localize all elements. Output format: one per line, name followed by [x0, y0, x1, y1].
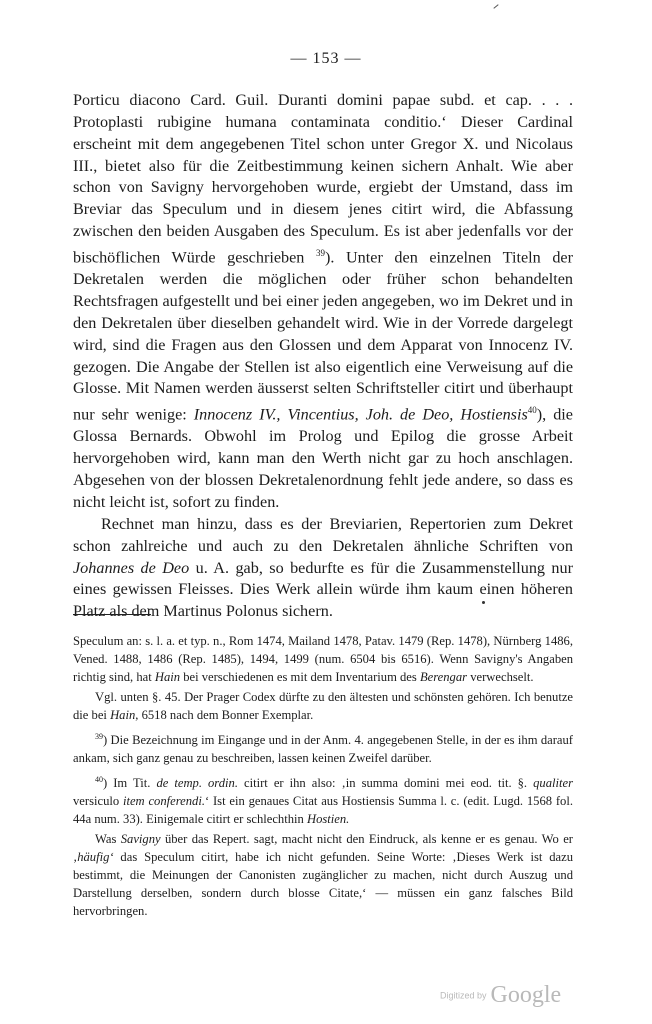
- fn41-text-b: über das Repert. sagt, macht nicht den Eindruck, als kenne er es genau. Wo er: [160, 832, 573, 847]
- fn39-label: 39: [95, 731, 103, 741]
- fn2-hain: Hain: [110, 708, 136, 723]
- p1-text-c: ), die Glossa Bernards. Obwohl im Prolog und Epilog die grosse Arbeit hervorgehoben wird, kann man den Werth nicht gar zu hoch anschlagen. Abgesehen von der blossen Dekretalenordnung fehlt jede andere, so dass es nicht leicht ist, sofort zu finden.: [73, 405, 573, 511]
- digitized-watermark: [440, 982, 580, 1009]
- fn2-text-a: Vgl. unten §. 45. Der Prager Codex dürfte zu den ältesten und schönsten gehören. Ich benutze die bei: [73, 690, 573, 723]
- fn40-text-c: versiculo: [73, 793, 123, 808]
- footnote-ref-39: 39: [315, 247, 325, 258]
- fn40-italic-3: item conferendi.: [122, 793, 205, 808]
- footnote-39: [73, 728, 573, 768]
- footnotes: [73, 633, 573, 923]
- fn1-text-c: verwechselt.: [467, 669, 534, 684]
- footnote-1: [73, 633, 573, 686]
- fn40-text-a: ) Im Tit.: [103, 775, 157, 790]
- fn41-haufig: ‚häufig‘: [73, 850, 114, 865]
- p1-text-b: ). Unter den einzelnen Titeln der Dekretalen werden die möglichen oder früher schon behandelten Rechtsfragen aufgestellt und bei einer jeden angegeben, wo im Dekret und in den Dekretalen über dieselben gehandelt wird. Wie in der Vorrede dargelegt wird, sind die Fragen aus den Glossen und dem Apparat von Innocenz IV. gezogen. Die Angabe der Stellen ist also eigentlich eine Verweisung auf die Glosse. Mit Namen werden äusserst selten Schriftsteller citirt und überhaupt nur sehr wenige:: [73, 248, 573, 424]
- footnote-41: [73, 831, 573, 920]
- fn40-italic-1: de temp. ordin.: [156, 775, 238, 790]
- footnote-2: [73, 689, 573, 725]
- p2-text-b: u. A. gab, so bedurfte es für die Zusammenstellung nur eines gewissen Fleisses. Dies Werk allein würde ihm kaum einen höheren Platz als dem Martinus Polonus sichern.: [73, 558, 573, 621]
- p1-text-a: Porticu diacono Card. Guil. Duranti domini papae subd. et cap. . . . Protoplasti rubigine humana contaminata conditio.‘ Dieser Cardinal erscheint mit dem angegebenen Titel schon unter Gregor X. und Nicolaus III., bietet also für die Zeitbestimmung keinen sichern Anhalt. Wie aber schon von Savigny hervorgehoben wurde, ergiebt der Umstand, dass im Breviar das Speculum und in diesem jenes citirt wird, die Abfassung zwischen den beiden Ausgaben des Speculum. Es ist aber jedenfalls vor der bischöflichen Würde geschrieben: [73, 91, 573, 267]
- fn40-text-d: ‘ Ist ein genaues Citat aus Hostiensis Summa l. c. (edit. Lugd. 1568 fol. 44a num. 33). Einigemale citirt er schlechthin: [73, 793, 574, 826]
- paragraph-2: [73, 514, 573, 623]
- watermark-small: Digitized by: [440, 990, 487, 1001]
- fn1-text-b: bei verschiedenen es mit dem Inventarium des: [180, 669, 420, 684]
- fn41-text-c: das Speculum citirt, habe ich nicht gefunden. Seine Worte: ‚Dieses Werk ist dazu bestimmt, die Meinungen der Canonisten zugänglicher zu machen, nicht durch Auszug und Darstellung derselben, sondern durch blosse Citate,‘ — müssen ein ganz falsches Bild hervorbringen.: [73, 850, 573, 918]
- fn40-label: 40: [95, 774, 103, 784]
- main-text: [73, 90, 573, 623]
- stray-dot: [482, 601, 485, 604]
- footnote-ref-40: 40: [527, 405, 537, 416]
- fn40-italic-4: Hostien.: [306, 811, 350, 826]
- p2-name: Johannes de Deo: [73, 558, 190, 577]
- fn41-savigny: Savigny: [120, 832, 161, 847]
- fn40-italic-2: qualiter: [533, 775, 573, 790]
- footnote-40: [73, 771, 573, 829]
- fn39-text: ) Die Bezeichnung im Eingange und in der Anm. 4. angegebenen Stelle, in der es ihm darauf ankam, sich ganz genau zu beschreiben, lassen keinen Zweifel darüber.: [73, 733, 573, 765]
- fn1-berengar: Berengar: [419, 669, 468, 684]
- stray-mark: [493, 4, 498, 9]
- p1-names: Innocenz IV., Vincentius, Joh. de Deo, Hostiensis: [193, 405, 528, 424]
- footnote-rule: [73, 614, 151, 615]
- fn2-text-b: , 6518 nach dem Bonner Exemplar.: [135, 708, 314, 723]
- fn1-text-a: Speculum an: s. l. a. et typ. n., Rom 1474, Mailand 1478, Patav. 1479 (Rep. 1478), Nürnberg 1486, Vened. 1488, 1486 (Rep. 1485), 1494, 1499 (num. 6504 bis 6516). Wenn Savigny's Angaben richtig sind, hat: [73, 634, 573, 684]
- page-number: — 153 —: [290, 50, 362, 67]
- fn1-hain: Hain: [154, 669, 181, 684]
- paragraph-1: [73, 90, 573, 514]
- p2-text-a: Rechnet man hinzu, dass es der Breviarien, Repertorien zum Dekret schon zahlreiche und auch zu den Dekretalen ähnliche Schriften von: [73, 514, 573, 555]
- watermark-google: Google: [490, 982, 562, 1008]
- fn40-text-b: citirt er ihn also: ‚in summa domini mei eod. tit. §.: [237, 775, 534, 790]
- fn41-text-a: Was: [95, 832, 121, 847]
